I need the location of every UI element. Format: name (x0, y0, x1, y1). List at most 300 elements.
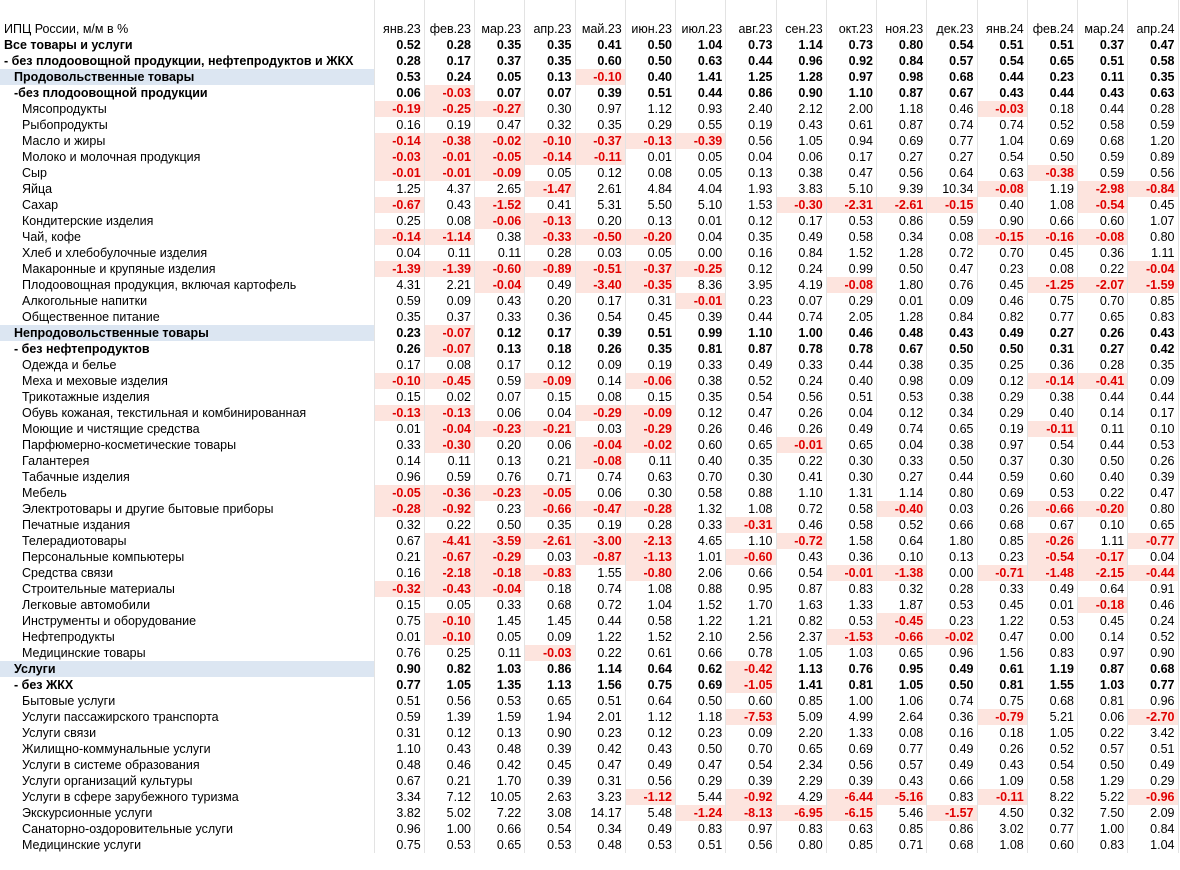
value-cell[interactable]: 2.10 (676, 629, 726, 645)
value-cell[interactable]: 0.17 (374, 357, 424, 373)
value-cell[interactable]: 5.02 (424, 805, 474, 821)
value-cell[interactable]: 1.14 (877, 485, 927, 501)
value-cell[interactable]: 0.23 (726, 293, 776, 309)
value-cell[interactable]: 0.12 (676, 405, 726, 421)
value-cell[interactable]: 0.78 (776, 341, 826, 357)
value-cell[interactable]: 0.20 (575, 213, 625, 229)
value-cell[interactable]: 0.90 (1128, 645, 1178, 661)
value-cell[interactable]: 1.05 (776, 133, 826, 149)
value-cell[interactable]: -0.07 (424, 341, 474, 357)
value-cell[interactable]: 1.52 (625, 629, 675, 645)
value-cell[interactable]: 0.08 (424, 357, 474, 373)
blank-cell[interactable] (776, 0, 826, 20)
value-cell[interactable]: 2.65 (475, 181, 525, 197)
value-cell[interactable]: -0.32 (374, 581, 424, 597)
value-cell[interactable]: 5.31 (575, 197, 625, 213)
value-cell[interactable]: 1.45 (525, 613, 575, 629)
value-cell[interactable]: 0.90 (374, 661, 424, 677)
value-cell[interactable]: -3.00 (575, 533, 625, 549)
value-cell[interactable]: 0.09 (1128, 373, 1178, 389)
value-cell[interactable]: 0.59 (927, 213, 977, 229)
value-cell[interactable]: -0.79 (977, 709, 1027, 725)
value-cell[interactable]: 0.24 (776, 261, 826, 277)
value-cell[interactable]: 0.76 (374, 645, 424, 661)
value-cell[interactable]: 0.58 (1027, 773, 1077, 789)
row-label[interactable]: Медицинские услуги (0, 837, 374, 853)
value-cell[interactable]: 1.94 (525, 709, 575, 725)
month-header[interactable]: дек.23 (927, 20, 977, 37)
value-cell[interactable]: 0.83 (1128, 309, 1178, 325)
value-cell[interactable]: 0.66 (726, 565, 776, 581)
row-label[interactable]: Продовольственные товары (0, 69, 374, 85)
value-cell[interactable]: -2.13 (625, 533, 675, 549)
value-cell[interactable]: 0.67 (877, 341, 927, 357)
value-cell[interactable]: 0.49 (776, 229, 826, 245)
value-cell[interactable]: 0.51 (1128, 741, 1178, 757)
value-cell[interactable]: 1.11 (1078, 533, 1128, 549)
value-cell[interactable]: 0.56 (776, 389, 826, 405)
value-cell[interactable]: 0.05 (525, 165, 575, 181)
value-cell[interactable]: 0.65 (475, 837, 525, 853)
value-cell[interactable]: 1.80 (877, 277, 927, 293)
value-cell[interactable]: -0.11 (575, 149, 625, 165)
value-cell[interactable]: 0.38 (927, 437, 977, 453)
value-cell[interactable]: 0.51 (625, 85, 675, 101)
value-cell[interactable]: -6.44 (826, 789, 876, 805)
value-cell[interactable]: 0.18 (525, 341, 575, 357)
value-cell[interactable]: 0.47 (726, 405, 776, 421)
value-cell[interactable]: 0.55 (676, 117, 726, 133)
value-cell[interactable]: -0.13 (374, 405, 424, 421)
value-cell[interactable]: 1.19 (1027, 181, 1077, 197)
value-cell[interactable]: 0.14 (575, 373, 625, 389)
value-cell[interactable]: 0.74 (927, 693, 977, 709)
value-cell[interactable]: 0.29 (625, 117, 675, 133)
value-cell[interactable]: -2.70 (1128, 709, 1178, 725)
value-cell[interactable]: 1.04 (676, 37, 726, 53)
value-cell[interactable]: 0.71 (525, 469, 575, 485)
value-cell[interactable]: 0.63 (977, 165, 1027, 181)
value-cell[interactable]: 0.69 (877, 133, 927, 149)
value-cell[interactable]: 0.95 (726, 581, 776, 597)
value-cell[interactable]: 1.00 (776, 325, 826, 341)
value-cell[interactable]: 0.08 (1027, 261, 1077, 277)
value-cell[interactable]: 0.30 (625, 485, 675, 501)
value-cell[interactable]: 1.04 (1128, 837, 1178, 853)
value-cell[interactable]: -0.10 (424, 613, 474, 629)
value-cell[interactable]: 0.80 (927, 485, 977, 501)
value-cell[interactable]: 5.09 (776, 709, 826, 725)
value-cell[interactable]: 0.47 (1128, 485, 1178, 501)
value-cell[interactable]: 0.37 (1078, 37, 1128, 53)
value-cell[interactable]: -0.18 (1078, 597, 1128, 613)
value-cell[interactable]: 0.54 (726, 389, 776, 405)
value-cell[interactable]: 0.67 (374, 773, 424, 789)
month-header[interactable]: ноя.23 (877, 20, 927, 37)
value-cell[interactable]: 0.44 (1027, 85, 1077, 101)
value-cell[interactable]: -1.12 (625, 789, 675, 805)
value-cell[interactable]: 0.20 (525, 293, 575, 309)
value-cell[interactable]: 0.35 (475, 37, 525, 53)
value-cell[interactable]: 0.65 (525, 693, 575, 709)
value-cell[interactable]: 0.01 (1027, 597, 1077, 613)
row-label[interactable]: Бытовые услуги (0, 693, 374, 709)
value-cell[interactable]: 0.44 (927, 469, 977, 485)
value-cell[interactable]: -0.51 (575, 261, 625, 277)
value-cell[interactable]: -0.19 (374, 101, 424, 117)
value-cell[interactable]: 0.75 (374, 613, 424, 629)
value-cell[interactable]: -0.27 (475, 101, 525, 117)
value-cell[interactable]: 0.26 (776, 421, 826, 437)
value-cell[interactable]: -0.67 (424, 549, 474, 565)
value-cell[interactable]: 0.53 (374, 69, 424, 85)
value-cell[interactable]: 0.07 (475, 85, 525, 101)
value-cell[interactable]: 0.27 (877, 469, 927, 485)
value-cell[interactable]: 0.45 (1078, 613, 1128, 629)
value-cell[interactable]: 0.04 (676, 229, 726, 245)
value-cell[interactable]: -0.02 (927, 629, 977, 645)
value-cell[interactable]: 0.05 (676, 149, 726, 165)
value-cell[interactable]: 0.89 (1128, 149, 1178, 165)
value-cell[interactable]: 1.10 (826, 85, 876, 101)
value-cell[interactable]: -0.10 (525, 133, 575, 149)
value-cell[interactable]: 0.13 (625, 213, 675, 229)
value-cell[interactable]: 0.43 (927, 325, 977, 341)
value-cell[interactable]: 0.33 (374, 437, 424, 453)
value-cell[interactable]: 0.04 (726, 149, 776, 165)
value-cell[interactable]: -0.30 (424, 437, 474, 453)
value-cell[interactable]: 0.06 (374, 85, 424, 101)
value-cell[interactable]: 1.09 (977, 773, 1027, 789)
value-cell[interactable]: 0.35 (575, 117, 625, 133)
value-cell[interactable]: 0.35 (927, 357, 977, 373)
value-cell[interactable]: 0.27 (1078, 341, 1128, 357)
value-cell[interactable]: 0.35 (726, 453, 776, 469)
value-cell[interactable]: 0.87 (877, 85, 927, 101)
value-cell[interactable]: 2.29 (776, 773, 826, 789)
value-cell[interactable]: 1.03 (826, 645, 876, 661)
value-cell[interactable]: -0.25 (424, 101, 474, 117)
value-cell[interactable]: 1.56 (977, 645, 1027, 661)
value-cell[interactable]: -0.14 (1027, 373, 1077, 389)
value-cell[interactable]: -1.24 (676, 805, 726, 821)
value-cell[interactable]: 0.13 (726, 165, 776, 181)
value-cell[interactable]: -1.25 (1027, 277, 1077, 293)
value-cell[interactable]: 0.52 (1027, 117, 1077, 133)
blank-cell[interactable] (676, 0, 726, 20)
value-cell[interactable]: 0.50 (625, 53, 675, 69)
row-label[interactable]: - без плодоовощной продукции, нефтепродуктов и ЖКХ (0, 53, 374, 69)
value-cell[interactable]: 1.03 (475, 661, 525, 677)
value-cell[interactable]: -0.54 (1027, 549, 1077, 565)
value-cell[interactable]: 0.77 (1128, 677, 1178, 693)
value-cell[interactable]: 0.49 (625, 821, 675, 837)
value-cell[interactable]: 0.69 (676, 677, 726, 693)
blank-cell[interactable] (1128, 0, 1178, 20)
value-cell[interactable]: 1.18 (877, 101, 927, 117)
value-cell[interactable]: 0.90 (776, 85, 826, 101)
value-cell[interactable]: 0.66 (927, 517, 977, 533)
value-cell[interactable]: 0.74 (977, 117, 1027, 133)
value-cell[interactable]: 0.65 (877, 645, 927, 661)
value-cell[interactable]: -0.54 (1078, 197, 1128, 213)
row-label[interactable]: Мебель (0, 485, 374, 501)
value-cell[interactable]: 0.30 (726, 469, 776, 485)
value-cell[interactable]: 0.12 (877, 405, 927, 421)
value-cell[interactable]: 0.09 (927, 293, 977, 309)
row-label[interactable]: Медицинские товары (0, 645, 374, 661)
value-cell[interactable]: 0.36 (1078, 245, 1128, 261)
value-cell[interactable]: 1.53 (726, 197, 776, 213)
value-cell[interactable]: 0.41 (575, 37, 625, 53)
value-cell[interactable]: 0.82 (424, 661, 474, 677)
value-cell[interactable]: 1.41 (776, 677, 826, 693)
value-cell[interactable]: 0.45 (1027, 245, 1077, 261)
value-cell[interactable]: 0.90 (525, 725, 575, 741)
value-cell[interactable]: 2.64 (877, 709, 927, 725)
value-cell[interactable]: 0.72 (927, 245, 977, 261)
month-header[interactable]: мар.23 (475, 20, 525, 37)
value-cell[interactable]: 0.09 (575, 357, 625, 373)
value-cell[interactable]: 0.51 (1027, 37, 1077, 53)
value-cell[interactable]: 0.18 (1027, 101, 1077, 117)
value-cell[interactable]: 0.81 (977, 677, 1027, 693)
value-cell[interactable]: 0.96 (927, 645, 977, 661)
value-cell[interactable]: 0.08 (424, 213, 474, 229)
value-cell[interactable]: 0.36 (525, 309, 575, 325)
value-cell[interactable]: -2.07 (1078, 277, 1128, 293)
value-cell[interactable]: 2.09 (1128, 805, 1178, 821)
value-cell[interactable]: 1.07 (1128, 213, 1178, 229)
value-cell[interactable]: 0.25 (977, 357, 1027, 373)
value-cell[interactable]: -0.08 (826, 277, 876, 293)
blank-cell[interactable] (424, 0, 474, 20)
value-cell[interactable]: 0.22 (776, 453, 826, 469)
value-cell[interactable]: 0.88 (726, 485, 776, 501)
value-cell[interactable]: -0.01 (424, 149, 474, 165)
value-cell[interactable]: 4.19 (776, 277, 826, 293)
row-label[interactable]: Табачные изделия (0, 469, 374, 485)
value-cell[interactable]: 0.23 (927, 613, 977, 629)
value-cell[interactable]: 0.04 (1128, 549, 1178, 565)
value-cell[interactable]: 0.15 (374, 389, 424, 405)
value-cell[interactable]: 0.54 (1027, 757, 1077, 773)
value-cell[interactable]: 0.28 (374, 53, 424, 69)
value-cell[interactable]: -0.05 (374, 485, 424, 501)
value-cell[interactable]: 0.26 (374, 341, 424, 357)
value-cell[interactable]: 0.08 (927, 229, 977, 245)
value-cell[interactable]: 0.71 (877, 837, 927, 853)
month-header[interactable]: апр.23 (525, 20, 575, 37)
value-cell[interactable]: 0.07 (525, 85, 575, 101)
value-cell[interactable]: -0.30 (776, 197, 826, 213)
value-cell[interactable]: 0.53 (927, 597, 977, 613)
value-cell[interactable]: 0.39 (826, 773, 876, 789)
value-cell[interactable]: 0.54 (575, 309, 625, 325)
value-cell[interactable]: 0.32 (374, 517, 424, 533)
value-cell[interactable]: 0.83 (676, 821, 726, 837)
value-cell[interactable]: 0.31 (374, 725, 424, 741)
value-cell[interactable]: 0.67 (927, 85, 977, 101)
value-cell[interactable]: 0.42 (1128, 341, 1178, 357)
value-cell[interactable]: 0.05 (475, 69, 525, 85)
value-cell[interactable]: 0.86 (525, 661, 575, 677)
value-cell[interactable]: 0.70 (676, 469, 726, 485)
value-cell[interactable]: 0.17 (575, 293, 625, 309)
value-cell[interactable]: 0.39 (726, 773, 776, 789)
value-cell[interactable]: -1.14 (424, 229, 474, 245)
value-cell[interactable]: 0.39 (676, 309, 726, 325)
value-cell[interactable]: 0.36 (826, 549, 876, 565)
row-label[interactable]: Экскурсионные услуги (0, 805, 374, 821)
value-cell[interactable]: 0.11 (424, 453, 474, 469)
value-cell[interactable]: -0.43 (424, 581, 474, 597)
value-cell[interactable]: -0.01 (676, 293, 726, 309)
value-cell[interactable]: -0.28 (374, 501, 424, 517)
value-cell[interactable]: -1.39 (424, 261, 474, 277)
value-cell[interactable]: 0.11 (475, 645, 525, 661)
value-cell[interactable]: 0.17 (424, 53, 474, 69)
value-cell[interactable]: 0.47 (977, 629, 1027, 645)
value-cell[interactable]: 0.43 (1128, 325, 1178, 341)
value-cell[interactable]: 1.22 (676, 613, 726, 629)
value-cell[interactable]: 0.01 (877, 293, 927, 309)
value-cell[interactable]: 5.22 (1078, 789, 1128, 805)
value-cell[interactable]: 0.60 (1078, 213, 1128, 229)
value-cell[interactable]: 1.14 (575, 661, 625, 677)
value-cell[interactable]: 0.18 (525, 581, 575, 597)
value-cell[interactable]: 0.59 (374, 709, 424, 725)
value-cell[interactable]: 0.00 (1027, 629, 1077, 645)
value-cell[interactable]: -0.08 (1078, 229, 1128, 245)
value-cell[interactable]: 0.50 (676, 741, 726, 757)
row-label[interactable]: - без ЖКХ (0, 677, 374, 693)
value-cell[interactable]: 0.48 (877, 325, 927, 341)
value-cell[interactable]: 0.08 (877, 725, 927, 741)
value-cell[interactable]: 5.10 (826, 181, 876, 197)
row-label[interactable]: Кондитерские изделия (0, 213, 374, 229)
row-label[interactable]: Молоко и молочная продукция (0, 149, 374, 165)
row-label[interactable]: Средства связи (0, 565, 374, 581)
value-cell[interactable]: -2.18 (424, 565, 474, 581)
value-cell[interactable]: 0.83 (1078, 837, 1128, 853)
row-label[interactable]: Строительные материалы (0, 581, 374, 597)
value-cell[interactable]: 2.20 (776, 725, 826, 741)
value-cell[interactable]: 7.22 (475, 805, 525, 821)
value-cell[interactable]: 1.33 (826, 597, 876, 613)
value-cell[interactable]: -2.31 (826, 197, 876, 213)
value-cell[interactable]: 0.84 (927, 309, 977, 325)
value-cell[interactable]: 0.65 (1078, 309, 1128, 325)
value-cell[interactable]: 1.63 (776, 597, 826, 613)
value-cell[interactable]: -0.15 (977, 229, 1027, 245)
value-cell[interactable]: 8.36 (676, 277, 726, 293)
value-cell[interactable]: -0.29 (475, 549, 525, 565)
value-cell[interactable]: 0.33 (475, 597, 525, 613)
value-cell[interactable]: 1.70 (726, 597, 776, 613)
value-cell[interactable]: 0.37 (424, 309, 474, 325)
value-cell[interactable]: -0.29 (625, 421, 675, 437)
value-cell[interactable]: 1.55 (575, 565, 625, 581)
value-cell[interactable]: 0.02 (424, 389, 474, 405)
value-cell[interactable]: 0.23 (1027, 69, 1077, 85)
value-cell[interactable]: 0.49 (726, 357, 776, 373)
value-cell[interactable]: 5.10 (676, 197, 726, 213)
value-cell[interactable]: -0.20 (1078, 501, 1128, 517)
value-cell[interactable]: 0.57 (1078, 741, 1128, 757)
value-cell[interactable]: 1.04 (977, 133, 1027, 149)
value-cell[interactable]: -0.05 (525, 485, 575, 501)
value-cell[interactable]: 1.55 (1027, 677, 1077, 693)
value-cell[interactable]: -0.66 (877, 629, 927, 645)
value-cell[interactable]: 0.13 (475, 341, 525, 357)
value-cell[interactable]: 0.40 (826, 373, 876, 389)
value-cell[interactable]: 0.78 (726, 645, 776, 661)
value-cell[interactable]: 0.87 (726, 341, 776, 357)
value-cell[interactable]: 0.35 (525, 53, 575, 69)
value-cell[interactable]: 0.74 (776, 309, 826, 325)
value-cell[interactable]: 0.13 (927, 549, 977, 565)
value-cell[interactable]: -0.02 (625, 437, 675, 453)
value-cell[interactable]: 0.12 (424, 725, 474, 741)
value-cell[interactable]: 0.74 (927, 117, 977, 133)
value-cell[interactable]: 0.77 (1027, 309, 1077, 325)
value-cell[interactable]: 0.96 (374, 469, 424, 485)
value-cell[interactable]: 0.81 (826, 677, 876, 693)
value-cell[interactable]: 0.43 (776, 549, 826, 565)
value-cell[interactable]: 0.28 (927, 581, 977, 597)
value-cell[interactable]: 0.12 (726, 213, 776, 229)
value-cell[interactable]: 0.28 (1078, 357, 1128, 373)
value-cell[interactable]: 0.05 (424, 597, 474, 613)
value-cell[interactable]: 0.77 (927, 133, 977, 149)
value-cell[interactable]: 1.11 (1128, 245, 1178, 261)
value-cell[interactable]: 0.38 (877, 357, 927, 373)
value-cell[interactable]: 1.28 (877, 309, 927, 325)
value-cell[interactable]: 0.03 (525, 549, 575, 565)
value-cell[interactable]: 0.64 (625, 661, 675, 677)
value-cell[interactable]: -0.92 (424, 501, 474, 517)
value-cell[interactable]: 0.56 (1128, 165, 1178, 181)
value-cell[interactable]: -1.05 (726, 677, 776, 693)
value-cell[interactable]: 0.69 (826, 741, 876, 757)
value-cell[interactable]: -0.09 (625, 405, 675, 421)
value-cell[interactable]: 1.10 (726, 325, 776, 341)
value-cell[interactable]: 0.34 (927, 405, 977, 421)
row-label[interactable]: - без нефтепродуктов (0, 341, 374, 357)
value-cell[interactable]: 0.74 (575, 581, 625, 597)
value-cell[interactable]: 0.86 (726, 85, 776, 101)
value-cell[interactable]: 0.59 (977, 469, 1027, 485)
month-header[interactable]: сен.23 (776, 20, 826, 37)
value-cell[interactable]: 0.36 (927, 709, 977, 725)
value-cell[interactable]: -0.66 (1027, 501, 1077, 517)
value-cell[interactable]: 0.62 (676, 661, 726, 677)
value-cell[interactable]: 0.22 (575, 645, 625, 661)
value-cell[interactable]: 0.68 (927, 69, 977, 85)
value-cell[interactable]: 0.17 (826, 149, 876, 165)
value-cell[interactable]: 0.35 (525, 37, 575, 53)
value-cell[interactable]: -0.25 (676, 261, 726, 277)
value-cell[interactable]: 0.49 (525, 277, 575, 293)
value-cell[interactable]: 1.19 (1027, 661, 1077, 677)
value-cell[interactable]: 2.05 (826, 309, 876, 325)
value-cell[interactable]: 0.52 (1027, 741, 1077, 757)
value-cell[interactable]: 0.24 (424, 69, 474, 85)
value-cell[interactable]: 3.34 (374, 789, 424, 805)
value-cell[interactable]: 0.38 (676, 373, 726, 389)
value-cell[interactable]: 0.04 (877, 437, 927, 453)
